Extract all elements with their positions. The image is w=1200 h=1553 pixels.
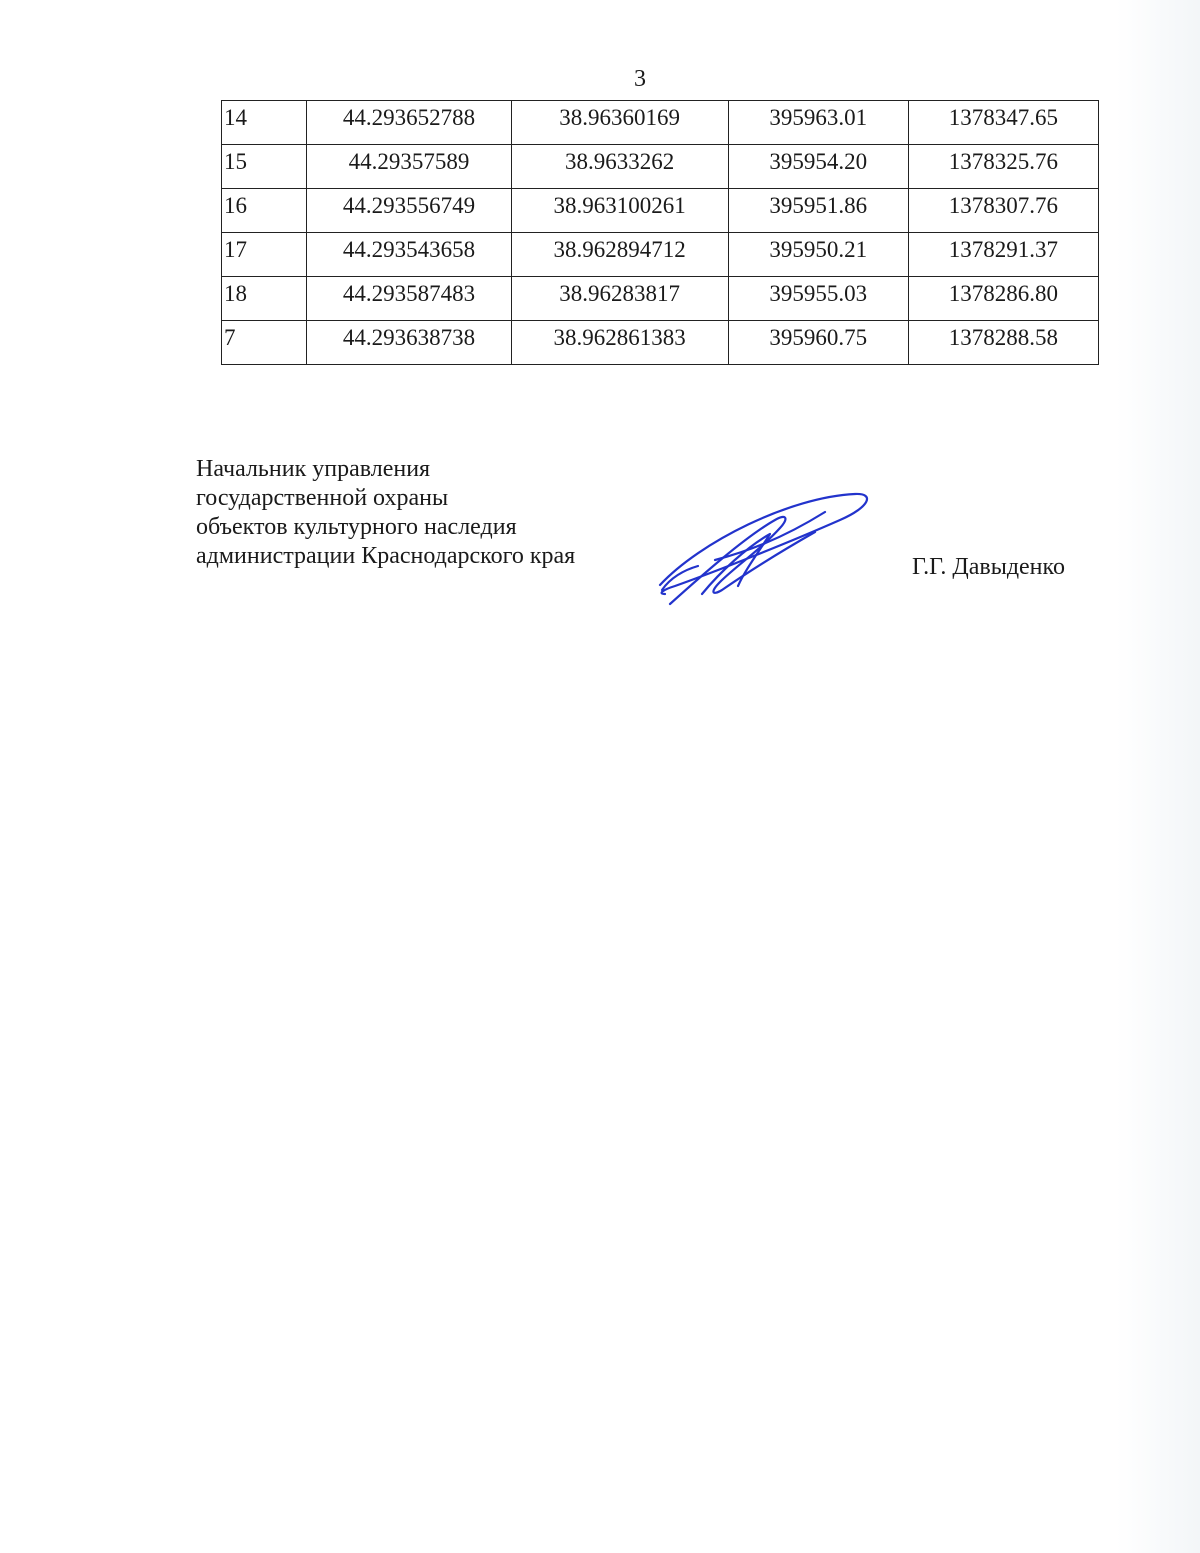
table-cell: 44.293638738 bbox=[307, 321, 511, 365]
table-row bbox=[222, 277, 1099, 321]
page-number bbox=[0, 66, 1200, 93]
table-cell: 395954.20 bbox=[728, 145, 908, 189]
signatory-title-line: администрации Краснодарского края bbox=[196, 543, 576, 569]
signatory-title-line: государственной охраны bbox=[196, 485, 449, 511]
table-cell: 1378291.37 bbox=[908, 233, 1098, 277]
table-cell: 38.962894712 bbox=[511, 233, 728, 277]
table-row bbox=[222, 189, 1099, 233]
table-cell: 395955.03 bbox=[728, 277, 908, 321]
table-cell: 15 bbox=[222, 145, 307, 189]
table-cell: 17 bbox=[222, 233, 307, 277]
table-row bbox=[222, 145, 1099, 189]
table-cell: 44.293556749 bbox=[307, 189, 511, 233]
table-cell: 1378307.76 bbox=[908, 189, 1098, 233]
table-cell: 16 bbox=[222, 189, 307, 233]
table-cell: 14 bbox=[222, 101, 307, 145]
table-cell: 1378325.76 bbox=[908, 145, 1098, 189]
signatory-title bbox=[196, 455, 575, 571]
table-row bbox=[222, 321, 1099, 365]
table-cell: 18 bbox=[222, 277, 307, 321]
page-number-text: 3 bbox=[634, 66, 646, 92]
table-cell: 38.963100261 bbox=[511, 189, 728, 233]
table-cell: 1378286.80 bbox=[908, 277, 1098, 321]
table-cell: 38.962861383 bbox=[511, 321, 728, 365]
table-cell: 44.293587483 bbox=[307, 277, 511, 321]
table-cell: 38.96360169 bbox=[511, 101, 728, 145]
table-cell: 44.29357589 bbox=[307, 145, 511, 189]
handwritten-signature bbox=[640, 482, 880, 612]
table-row bbox=[222, 233, 1099, 277]
table-cell: 395950.21 bbox=[728, 233, 908, 277]
table-cell: 395963.01 bbox=[728, 101, 908, 145]
table-cell: 395951.86 bbox=[728, 189, 908, 233]
table-cell: 395960.75 bbox=[728, 321, 908, 365]
signatory-name: Г.Г. Давыденко bbox=[912, 554, 1065, 580]
coordinates-table bbox=[221, 100, 1099, 365]
table-cell: 44.293652788 bbox=[307, 101, 511, 145]
signatory-title-line: Начальник управления bbox=[196, 456, 431, 482]
table-cell: 1378288.58 bbox=[908, 321, 1098, 365]
table-cell: 38.96283817 bbox=[511, 277, 728, 321]
table-cell: 1378347.65 bbox=[908, 101, 1098, 145]
table-row bbox=[222, 101, 1099, 145]
signatory-title-line: объектов культурного наследия bbox=[196, 514, 517, 540]
table-cell: 38.9633262 bbox=[511, 145, 728, 189]
table-cell: 44.293543658 bbox=[307, 233, 511, 277]
table-cell: 7 bbox=[222, 321, 307, 365]
